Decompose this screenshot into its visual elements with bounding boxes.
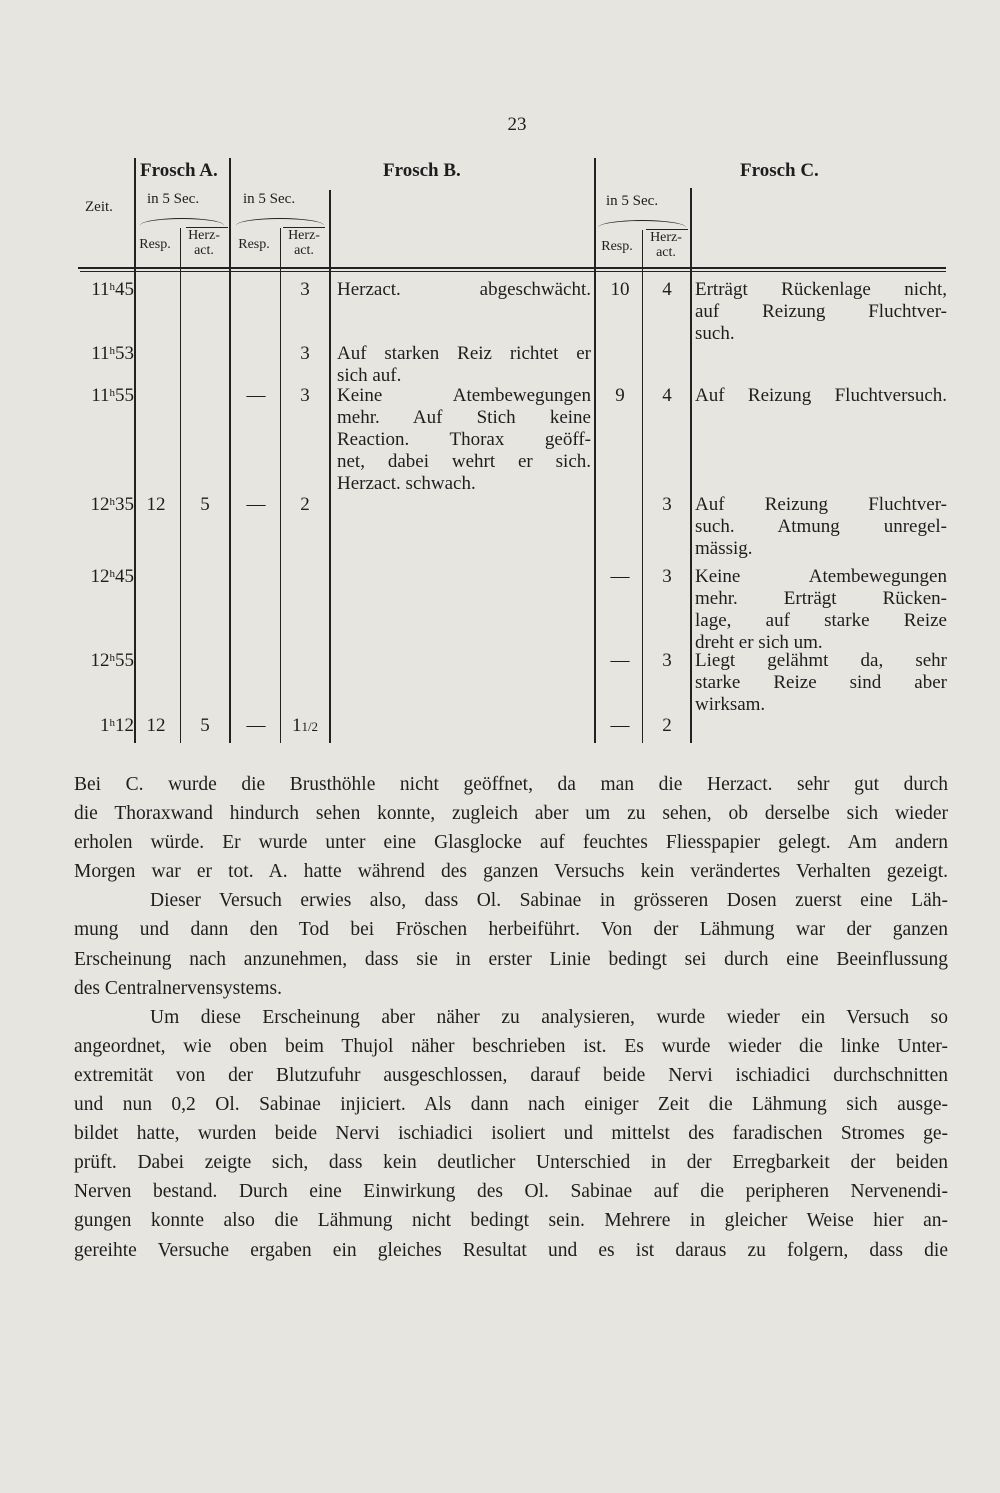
- frosch-c-note-line: Keine Atembewegungen: [695, 566, 947, 587]
- paragraph-line: Erscheinung nach anzunehmen, dass sie in erster Linie bedingt sei durch eine Beeinflussung: [74, 948, 948, 970]
- header-b-herz-line1: Herz-: [288, 228, 320, 243]
- cell-c-resp: 10: [610, 279, 630, 300]
- frosch-b-note-line: Reaction. Thorax geöff-: [337, 429, 591, 450]
- header-zeit: Zeit.: [85, 199, 113, 215]
- header-b-act: act.: [294, 243, 314, 258]
- cell-c-resp: 9: [615, 385, 625, 406]
- paragraph-line: bildet hatte, wurden beide Nervi ischiadici isoliert und mittelst des faradischen Stromes ge-: [74, 1123, 948, 1145]
- paragraph-line: des Centralnervensystems.: [74, 977, 282, 999]
- frosch-c-note-line: dreht er sich um.: [695, 632, 823, 653]
- row-time-h-marker: h: [109, 652, 115, 664]
- vline-b-c: [594, 158, 596, 743]
- cell-c-herz: 3: [662, 650, 672, 671]
- page-number: 23: [507, 114, 527, 135]
- frosch-c-note-line: Auf Reizung Fluchtversuch.: [695, 385, 947, 406]
- row-time-h-marker: h: [109, 568, 115, 580]
- header-a-resp: Resp.: [139, 237, 171, 252]
- frosch-b-note-line: Keine Atembewegungen: [337, 385, 591, 406]
- cell-a-herz: 5: [200, 494, 210, 515]
- row-time-h-marker: h: [109, 281, 115, 293]
- header-b-resp: Resp.: [238, 237, 270, 252]
- frosch-c-note: [695, 279, 947, 345]
- frosch-c-note: [695, 494, 947, 560]
- cell-b-resp: —: [246, 385, 266, 406]
- b-herz-top-rule: [283, 227, 325, 228]
- header-bottom-rule: [78, 267, 946, 269]
- cell-b-herz: 11/2: [291, 715, 319, 736]
- frosch-b-note-line: sich auf.: [337, 365, 402, 386]
- header-c-brace: [598, 220, 686, 229]
- header-a-herz: [180, 228, 228, 258]
- paragraph-2: [74, 886, 948, 1002]
- paragraph-line: die Thoraxwand hindurch sehen konnte, zugleich aber um zu sehen, ob derselbe sich wieder: [74, 803, 948, 825]
- cell-b-herz-fraction: 1/2: [301, 719, 319, 734]
- frosch-b-note-line: net, dabei wehrt er sich.: [337, 451, 591, 472]
- frosch-c-note-line: starke Reize sind aber: [695, 672, 947, 693]
- frosch-c-note-line: wirksam.: [695, 694, 766, 715]
- cell-c-herz: 2: [662, 715, 672, 736]
- frosch-b-note-line: Herzact. schwach.: [337, 473, 476, 494]
- frosch-b-note-line: Auf starken Reiz richtet er: [337, 343, 591, 364]
- paragraph-line: erholen würde. Er wurde unter eine Glasglocke auf feuchtes Fliesspapier gelegt. Am andern: [74, 832, 948, 854]
- vline-c-mid: [642, 230, 643, 743]
- vline-zeit: [134, 158, 136, 743]
- paragraph-line: angeordnet, wie oben beim Thujol näher beschrieben ist. Es wurde wieder die linke Unter-: [74, 1035, 948, 1057]
- cell-b-herz: 3: [300, 279, 310, 300]
- header-frosch-a: Frosch A.: [140, 160, 218, 181]
- frosch-c-note-line: auf Reizung Fluchtver-: [695, 301, 947, 322]
- cell-c-resp: —: [610, 566, 630, 587]
- paragraph-line: Dieser Versuch erwies also, dass Ol. Sabinae in grösseren Dosen zuerst eine Läh-: [150, 890, 948, 912]
- frosch-c-note-line: lage, auf starke Reize: [695, 610, 947, 631]
- a-herz-top-rule: [186, 227, 228, 228]
- vline-a-mid: [180, 228, 181, 743]
- frosch-c-note-line: mehr. Erträgt Rücken-: [695, 588, 947, 609]
- paragraph-line: gereihte Versuche ergaben ein gleiches Resultat und es ist daraus zu folgern, dass die: [74, 1239, 948, 1261]
- row-time: 11$^h$45: [91, 279, 134, 300]
- c-herz-top-rule: [646, 229, 688, 230]
- frosch-b-note-line: Herzact. abgeschwächt.: [337, 279, 591, 300]
- cell-c-herz: 4: [662, 279, 672, 300]
- paragraph-line: Morgen war er tot. A. hatte während des ganzen Versuchs kein verändertes Verhalten gezeigt.: [74, 861, 948, 883]
- paragraph-line: prüft. Dabei zeigte sich, dass kein deutlicher Unterschied in der Erregbarkeit der beiden: [74, 1152, 948, 1174]
- paragraph-line: mung und dann den Tod bei Fröschen herbeiführt. Von der Lähmung war der ganzen: [74, 919, 948, 941]
- header-c-act: act.: [656, 245, 676, 260]
- frosch-c-note-line: such.: [695, 323, 735, 344]
- row-time: 12$^h$45: [90, 566, 134, 587]
- header-b-brace: [236, 218, 324, 227]
- cell-c-herz: 4: [662, 385, 672, 406]
- frosch-c-note-line: Erträgt Rückenlage nicht,: [695, 279, 947, 300]
- row-time-h-marker: h: [109, 717, 115, 729]
- cell-b-herz: 3: [300, 343, 310, 364]
- paragraph-line: Um diese Erscheinung aber näher zu analysieren, wurde wieder ein Versuch so: [150, 1006, 948, 1028]
- frosch-c-note: [695, 566, 947, 654]
- header-c-resp: Resp.: [601, 239, 633, 254]
- header-c-herz: [642, 230, 690, 260]
- cell-b-resp: —: [246, 715, 266, 736]
- header-b-herz: [280, 228, 328, 258]
- header-a-in-5-sec: in 5 Sec.: [147, 191, 200, 207]
- vline-c-text: [690, 188, 692, 743]
- cell-b-herz: 2: [300, 494, 310, 515]
- header-bottom-rule-2: [80, 271, 946, 272]
- cell-a-herz: 5: [200, 715, 210, 736]
- frosch-c-note: [695, 385, 947, 407]
- frosch-c-note-line: mässig.: [695, 538, 753, 559]
- row-time: 12$^h$35: [90, 494, 134, 515]
- row-time-h-marker: h: [109, 496, 115, 508]
- paragraph-line: und nun 0,2 Ol. Sabinae injiciert. Als dann nach einiger Zeit die Lähmung sich ausge-: [74, 1094, 948, 1116]
- paragraph-line: Bei C. wurde die Brusthöhle nicht geöffnet, da man die Herzact. sehr gut durch: [74, 774, 948, 795]
- row-time-h-marker: h: [109, 345, 115, 357]
- header-a-brace: [140, 218, 224, 227]
- frosch-b-note: [337, 279, 591, 301]
- vline-a-b: [229, 158, 231, 743]
- row-time: 1$^h$12: [100, 715, 134, 736]
- header-a-act: act.: [194, 243, 214, 258]
- header-c-in-5-sec: in 5 Sec.: [606, 193, 659, 209]
- paragraph-line: Nerven bestand. Durch eine Einwirkung des Ol. Sabinae auf die peripheren Nervenendi-: [74, 1181, 948, 1203]
- cell-b-resp: —: [246, 494, 266, 515]
- cell-c-herz: 3: [662, 566, 672, 587]
- frosch-c-note: [695, 650, 947, 716]
- row-time: 12$^h$55: [90, 650, 134, 671]
- header-a-herz-line1: Herz-: [188, 228, 220, 243]
- header-frosch-b: Frosch B.: [383, 160, 461, 181]
- paragraph-line: extremität von der Blutzufuhr ausgeschlossen, darauf beide Nervi ischiadici durchschnitten: [74, 1064, 948, 1086]
- frosch-b-note: [337, 385, 591, 495]
- vline-b-mid: [280, 228, 281, 743]
- frosch-c-note-line: Auf Reizung Fluchtver-: [695, 494, 947, 515]
- cell-c-herz: 3: [662, 494, 672, 515]
- cell-a-resp: 12: [146, 715, 166, 736]
- row-time: 11$^h$55: [91, 385, 134, 406]
- header-c-herz-line1: Herz-: [650, 230, 682, 245]
- frosch-b-note-line: mehr. Auf Stich keine: [337, 407, 591, 428]
- body-text: [74, 770, 948, 1265]
- paragraph-3: [74, 1003, 948, 1265]
- header-frosch-c: Frosch C.: [740, 160, 819, 181]
- frosch-c-note-line: Liegt gelähmt da, sehr: [695, 650, 947, 671]
- paragraph-1: [74, 770, 948, 886]
- row-time-h-marker: h: [109, 387, 115, 399]
- cell-c-resp: —: [610, 650, 630, 671]
- cell-c-resp: —: [610, 715, 630, 736]
- cell-b-herz: 3: [300, 385, 310, 406]
- vline-b-text: [329, 190, 331, 743]
- frosch-c-note-line: such. Atmung unregel-: [695, 516, 947, 537]
- paragraph-line: gungen konnte also die Lähmung nicht bedingt sein. Mehrere in gleicher Weise hier an-: [74, 1210, 948, 1232]
- cell-a-resp: 12: [146, 494, 166, 515]
- frosch-b-note: [337, 343, 591, 387]
- header-b-in-5-sec: in 5 Sec.: [243, 191, 296, 207]
- row-time: 11$^h$53: [91, 343, 134, 364]
